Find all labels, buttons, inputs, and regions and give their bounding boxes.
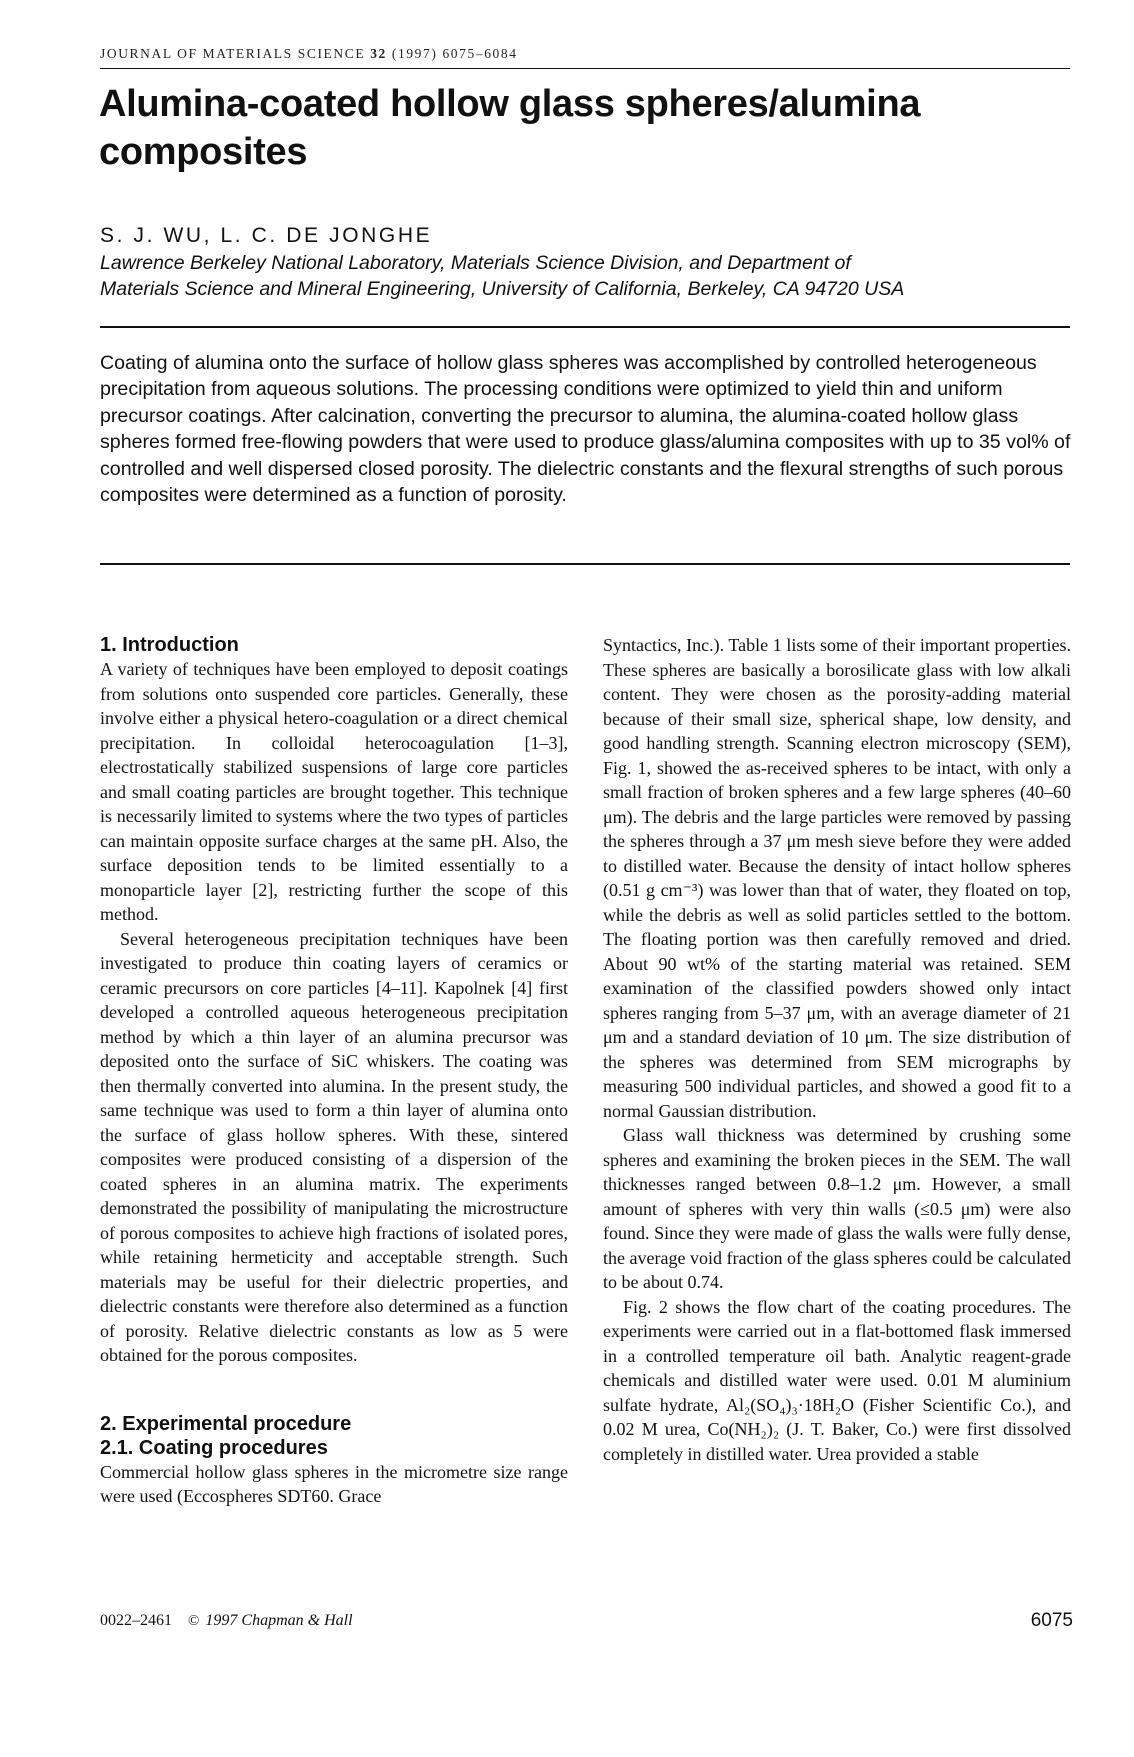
left-column [100, 633, 568, 1509]
journal-year-pages: (1997) 6075–6084 [391, 46, 518, 61]
right-paragraph-2: Glass wall thickness was determined by crushing some spheres and examining the broken pieces in the SEM. The wall thicknesses ranged between 0.8–1.2 μm. However, a small amount of spheres with very thin walls (≤0.5 μm) were also found. Since they were made of glass the walls were fully dense, the average void fraction of the glass spheres could be calculated to be about 0.74. [603, 1125, 1071, 1292]
section-spacer [100, 1368, 568, 1412]
publisher: 1997 Chapman & Hall [205, 1612, 353, 1629]
journal-volume: 32 [370, 46, 387, 61]
affiliation-line-2: Materials Science and Mineral Engineering, University of California, Berkeley, CA 94720 USA [100, 278, 905, 300]
authors: S. J. WU, L. C. DE JONGHE [100, 224, 433, 247]
abstract: Coating of alumina onto the surface of hollow glass spheres was accomplished by controlled heterogeneous precipitation from aqueous solutions. The processing conditions were optimized to yield thin and uniform precursor coatings. After calcination, converting the precursor to alumina, the alumina-coated hollow glass spheres formed free-flowing powders that were used to produce glass/alumina composites with up to 35 vol% of controlled and well dispersed closed porosity. The dielectric constants and the flexural strengths of such porous composites were determined as a function of porosity. [100, 352, 1071, 507]
right-column [603, 633, 1071, 1466]
section-heading-experimental: 2. Experimental procedure [100, 1412, 352, 1435]
page-number: 6075 [1030, 1610, 1073, 1631]
title-line-2: composites [99, 131, 308, 173]
affiliation [100, 250, 1070, 302]
intro-paragraph-1: A variety of techniques have been employed to deposit coatings from solutions onto suspended core particles. Generally, these involve either a physical hetero-coagulation or a direct chemical precipitation. In colloidal heterocoagulation [1–3], electrostatically stabilized suspensions of large core particles and small coating particles are brought together. This technique is necessarily limited to systems where the two types of particles can maintain opposite surface charges at the same pH. Also, the surface deposition tends to be limited essentially to a monoparticle layer [2], restricting further the scope of this method. [100, 659, 568, 924]
subsection-heading-coating: 2.1. Coating procedures [100, 1436, 328, 1459]
section-heading-introduction: 1. Introduction [100, 634, 239, 656]
title-line-1: Alumina-coated hollow glass spheres/alumina [99, 83, 921, 125]
article-title [99, 80, 1059, 176]
abstract-bottom-rule [100, 563, 1070, 565]
running-head [100, 46, 1070, 62]
affiliation-line-1: Lawrence Berkeley National Laboratory, Materials Science Division, and Department of [100, 252, 851, 274]
journal-name: JOURNAL OF MATERIALS SCIENCE [100, 46, 366, 61]
copyright-icon: © [188, 1613, 200, 1629]
right-paragraph-1: Syntactics, Inc.). Table 1 lists some of their important properties. These spheres are basically a borosilicate glass with low alkali content. They were chosen as the porosity-adding material because of their small size, spherical shape, low density, and good handling strength. Scanning electron microscopy (SEM), Fig. 1, showed the as-received spheres to be intact, with only a small fraction of broken spheres and a few large spheres (40–60 μm). The debris and the large particles were removed by passing the spheres through a 37 μm mesh sieve before they were added to distilled water. Because the density of intact hollow spheres (0.51 g cm⁻³) was lower than that of water, they floated on top, while the debris as well as solid particles settled to the bottom. The floating portion was then carefully removed and dried. About 90 wt% of the starting material was retained. SEM examination of the classified powders showed only intact spheres ranging from 5–37 μm, with an average diameter of 21 μm and a standard deviation of 10 μm. The size distribution of the spheres was determined from SEM micrographs by measuring 500 individual particles, and showed a good fit to a normal Gaussian distribution. [603, 635, 1071, 1121]
experimental-paragraph-1: Commercial hollow glass spheres in the micrometre size range were used (Eccospheres SDT60. Grace [100, 1461, 568, 1506]
abstract-top-rule [100, 326, 1070, 328]
header-rule [100, 68, 1070, 69]
right-paragraph-3: Fig. 2 shows the flow chart of the coating procedures. The experiments were carried out in a flat-bottomed flask immersed in a controlled temperature oil bath. Analytic reagent-grade chemicals and distilled water were used. 0.01 M aluminium sulfate hydrate, Al₂(SO₄)₃·18H₂O (Fisher Scientific Co.), and 0.02 M urea, Co(NH₂)₂ (J. T. Baker, Co.) were first dissolved completely in distilled water. Urea provided a stable [603, 1296, 1071, 1464]
intro-paragraph-2: Several heterogeneous precipitation techniques have been investigated to produce thin coating layers of ceramics or ceramic precursors on core particles [4–11]. Kapolnek [4] first developed a controlled aqueous heterogeneous precipitation method by which a thin layer of an alumina precursor was deposited onto the surface of SiC whiskers. The coating was then thermally converted into alumina. In the present study, the same technique was used to form a thin layer of alumina onto the surface of glass hollow spheres. With these, sintered composites were produced consisting of a dispersion of the coated spheres in an alumina matrix. The experiments demonstrated the possibility of manipulating the microstructure of porous composites to achieve high fractions of isolated pores, while retaining hermeticity and acceptable strength. Such materials may be useful for their dielectric properties, and dielectric constants were therefore also determined as a function of porosity. Relative dielectric constants as low as 5 were obtained for the porous composites. [100, 928, 568, 1365]
footer-left [100, 1612, 353, 1630]
issn: 0022–2461 [100, 1612, 172, 1629]
